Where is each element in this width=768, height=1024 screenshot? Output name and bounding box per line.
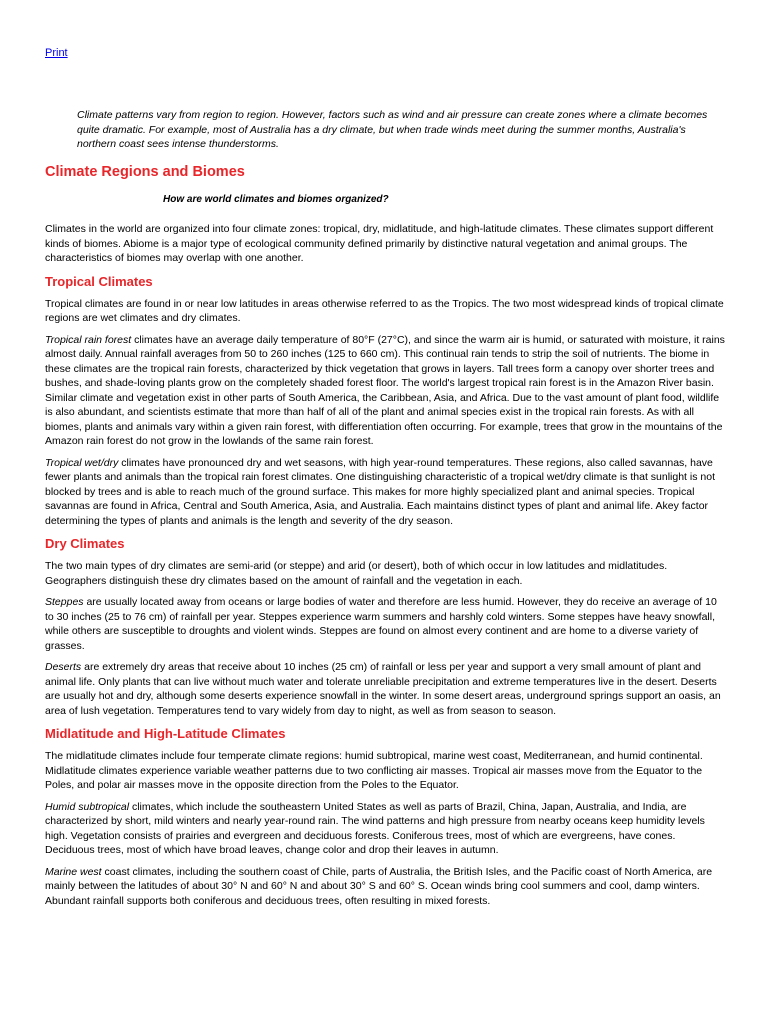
midlatitude-heading: Midlatitude and High-Latitude Climates [45, 726, 286, 741]
deserts-paragraph [45, 660, 727, 718]
dry-intro-paragraph: The two main types of dry climates are semi-arid (or steppe) and arid (or desert), both of which occur in low latitudes and midlatitudes. Geographers distinguish these dry climates based on the amount of rainfall and the vegetation in each. [45, 560, 668, 587]
humid-subtropical-term: Humid subtropical [45, 800, 130, 813]
deserts-term: Deserts [45, 661, 82, 673]
article-body [45, 163, 727, 915]
marine-west-term: Marine west [45, 865, 102, 878]
midlatitude-intro-paragraph: The midlatitude climates include four temperate climate regions: humid subtropical, marine west coast, Mediterranean, and humid continental. Midlatitude climates experience variable weather patterns due to two conflicting air masses. Tropical air masses move from the Equator to the Poles, and polar air masses move in the opposite direction from the Poles to the Equator. [45, 750, 703, 791]
rainforest-term: Tropical rain forest [45, 333, 132, 346]
marine-west-text: coast climates, including the southern coast of Chile, parts of Australia, the British Isles, and the Pacific coast of North America, are mainly between the latitudes of about 30° N and 60° N and about 30° S and 60° S. Ocean winds bring cool summers and cool, damp winters. Abundant rainfall supports both coniferous and deciduous trees, often resulting in mixed forests. [45, 865, 713, 907]
rainforest-text: climates have an average daily temperature of 80°F (27°C), and since the warm air is humid, or saturated with moisture, it rains almost daily. Annual rainfall averages from 50 to 260 inches (125 to 660 cm). This continual rain tends to strip the soil of nutrients. The biome in these climates are the tropical rain forests, characterized by thick vegetation that grows in layers. Tall trees form a canopy over shorter trees and bushes, and shade-loving plants grow on the completely shaded forest floor. The world's largest tropical rain forest is in the Amazon River basin. Similar climate and vegetation exist in other parts of South America, the Caribbean, Asia, and Africa. Due to the vast amount of plant food, wildlife is also abundant, and scientists estimate that more than half of all of the plant and animal species exist in the tropical rain forests. As with all biomes, plants and animals vary within a given rain forest, with differentiation often occurring. For example, trees that grow in the mountains of the Amazon rain forest do not grow in the lowlands of the same rain forest. [45, 333, 725, 447]
steppes-term: Steppes [45, 596, 84, 608]
guiding-question: How are world climates and biomes organized? [163, 194, 389, 205]
marine-west-paragraph [45, 865, 727, 909]
wetdry-term: Tropical wet/dry [45, 456, 119, 469]
tropical-heading: Tropical Climates [45, 273, 153, 289]
steppes-text: are usually located away from oceans or large bodies of water and therefore are less humid. However, they do receive an average of 10 to 30 inches (25 to 76 cm) of rainfall per year. Steppes experience warm summers and harshly cold winters. Some steppes have heavy snowfall, while others are susceptible to droughts and violent winds. Steppes are found on almost every continent and are home to a diverse variety of grasses. [45, 596, 717, 652]
overview-paragraph: Climates in the world are organized into four climate zones: tropical, dry, midlatitude, and high-latitude climates. These climates support different kinds of biomes. Abiome is a major type of ecological community defined primarily by distinctive natural vegetation and animal groups. The characteristics of biomes may overlap with one another. [45, 223, 714, 264]
tropical-intro-paragraph: Tropical climates are found in or near low latitudes in areas otherwise referred to as the Tropics. The two most widespread kinds of tropical climate regions are wet climates and dry climates. [45, 297, 724, 324]
rainforest-paragraph [45, 333, 727, 449]
humid-subtropical-paragraph [45, 800, 727, 858]
deserts-text: are extremely dry areas that receive about 10 inches (25 cm) of rainfall or less per year and support a very small amount of plant and animal life. Only plants that can live without much water and tolerate unreliable precipitation and extreme temperatures live in the desert. Deserts are usually hot and dry, although some deserts experience snowfall in the winter. In some desert areas, underground springs support an oasis, an area of lush vegetation. Temperatures tend to vary widely from day to night, as well as from season to season. [45, 661, 721, 717]
dry-heading: Dry Climates [45, 536, 125, 551]
print-link[interactable]: Print [45, 47, 68, 59]
humid-subtropical-text: climates, which include the southeastern United States as well as parts of Brazil, China, Japan, Australia, and India, are characterized by short, mild winters and nearly year-round rain. The wind patterns and high pressure from nearby oceans keep humidity levels high. Vegetation consists of prairies and evergreen and deciduous forests. Coniferous trees, most of which are evergreens, have cones. Deciduous trees, most of which have broad leaves, change color and drop their leaves in autumn. [45, 800, 705, 856]
page-title: Climate Regions and Biomes [45, 164, 245, 180]
wetdry-paragraph [45, 456, 727, 529]
steppes-paragraph [45, 595, 727, 653]
wetdry-text: climates have pronounced dry and wet seasons, with high year-round temperatures. These regions, also called savannas, have fewer plants and animals than the tropical rain forest climates. One distinguishing characteristic of a tropical wet/dry climate is that sunlight is not blocked by trees and is able to reach much of the ground surface. This makes for more highly specialized plant and animal species. Tropical savannas are found in Africa, Central and South America, Asia, and Australia. Each maintains distinct types of plant and animal life. Akey factor determining the types of plants and animals is the length and severity of the dry season. [45, 456, 715, 527]
intro-paragraph: Climate patterns vary from region to region. However, factors such as wind and air pressure can create zones where a climate becomes quite dramatic. For example, most of Australia has a dry climate, but when trade winds meet during the summer months, Australia's northern coast sees intense thunderstorms. [77, 109, 708, 150]
